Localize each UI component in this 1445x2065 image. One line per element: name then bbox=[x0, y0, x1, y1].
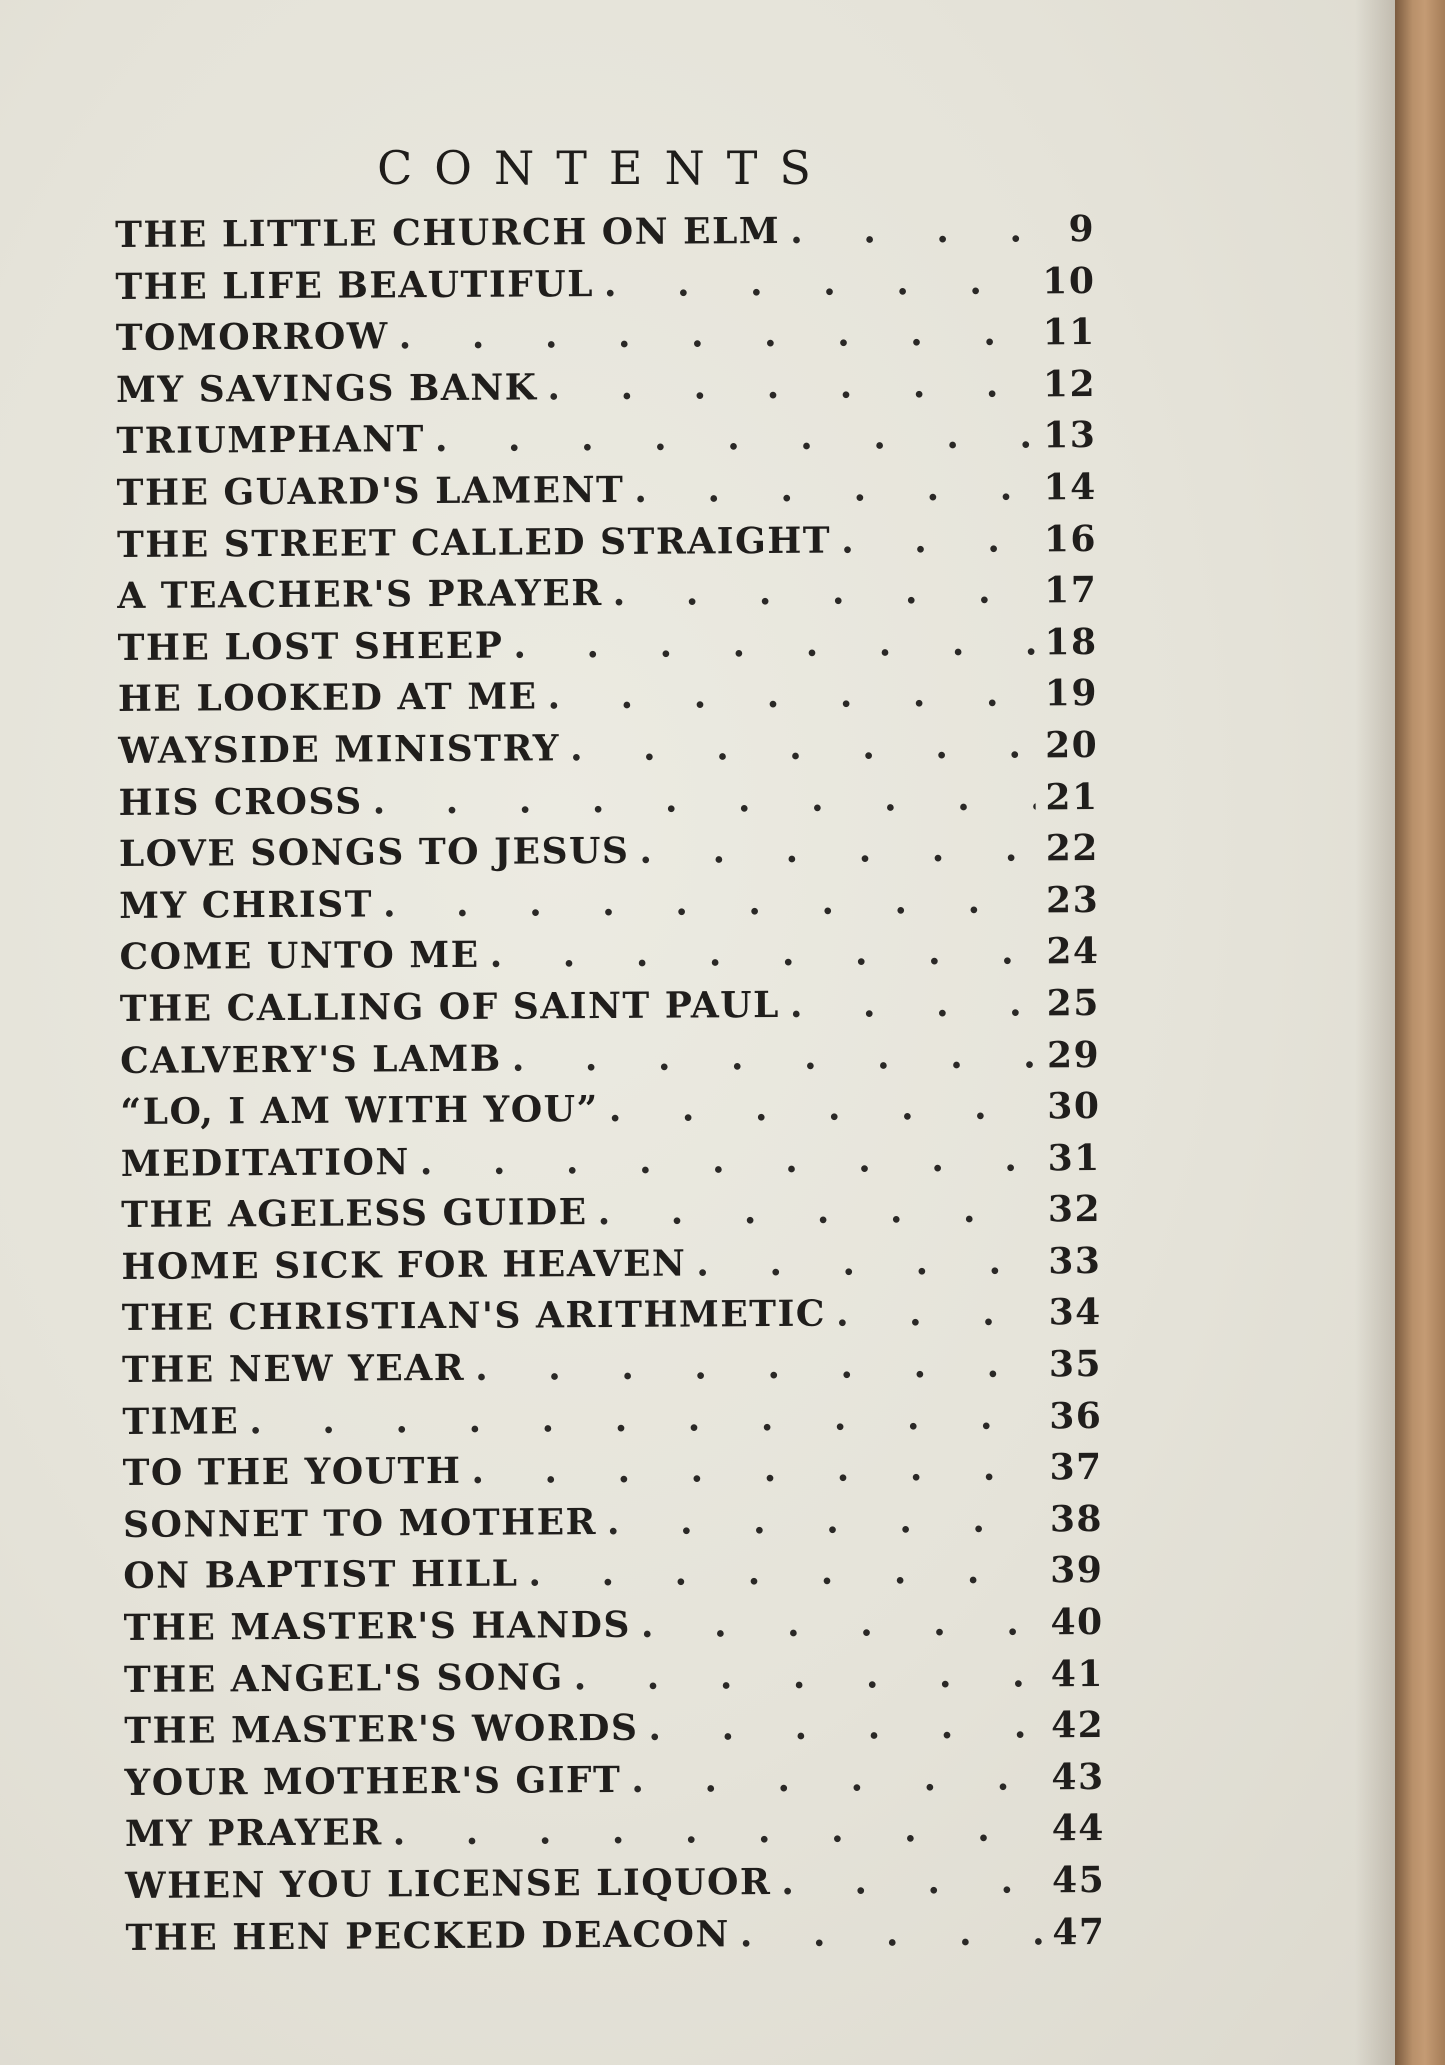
toc-entry bbox=[119, 930, 1099, 988]
toc-entry-page-number: 29 bbox=[1046, 1033, 1101, 1076]
dot-leader bbox=[471, 1447, 1039, 1492]
toc-entry-title: THE NEW YEAR bbox=[121, 1346, 466, 1392]
table-of-contents bbox=[115, 208, 1106, 1968]
toc-entry bbox=[125, 1911, 1105, 1969]
toc-entry-page-number: 24 bbox=[1046, 930, 1100, 973]
toc-entry-page-number: 9 bbox=[1068, 208, 1096, 251]
toc-entry-page-number: 23 bbox=[1045, 878, 1100, 922]
toc-entry bbox=[123, 1446, 1103, 1504]
toc-entry bbox=[120, 1033, 1100, 1091]
toc-entry-page-number: 12 bbox=[1042, 362, 1097, 406]
toc-entry-title: THE LITTLE CHURCH ON ELM bbox=[115, 209, 781, 256]
toc-entry-title: MY PRAYER bbox=[124, 1811, 383, 1856]
toc-entry bbox=[117, 466, 1097, 524]
toc-entry-title: MY SAVINGS BANK bbox=[115, 366, 538, 411]
toc-entry bbox=[124, 1704, 1104, 1762]
book-cover-edge bbox=[1395, 0, 1445, 2065]
toc-entry-page-number: 19 bbox=[1044, 672, 1099, 715]
toc-entry-title: WHEN YOU LICENSE LIQUOR bbox=[125, 1861, 772, 1907]
toc-entry-page-number: 42 bbox=[1051, 1704, 1105, 1747]
toc-entry-page-number: 25 bbox=[1046, 981, 1100, 1025]
toc-entry-title: THE CALLING OF SAINT PAUL bbox=[119, 983, 781, 1030]
toc-entry-title: THE GUARD'S LAMENT bbox=[116, 468, 625, 514]
toc-entry-title: “LO, I AM WITH YOU” bbox=[120, 1088, 599, 1134]
toc-entry-title: TIME bbox=[122, 1399, 240, 1443]
dot-leader bbox=[513, 621, 1034, 666]
toc-entry bbox=[120, 982, 1100, 1040]
toc-entry-page-number: 41 bbox=[1050, 1652, 1105, 1695]
toc-entry bbox=[118, 621, 1098, 679]
toc-entry-title: TRIUMPHANT bbox=[116, 418, 426, 463]
toc-entry bbox=[116, 363, 1096, 421]
toc-entry-title: THE ANGEL'S SONG bbox=[123, 1655, 564, 1701]
toc-entry-title: HOME SICK FOR HEAVEN bbox=[121, 1242, 687, 1288]
toc-entry bbox=[120, 1085, 1100, 1143]
toc-entry-page-number: 39 bbox=[1050, 1549, 1104, 1592]
dot-leader bbox=[393, 1808, 1042, 1854]
toc-entry bbox=[125, 1859, 1105, 1917]
toc-entry bbox=[116, 414, 1096, 472]
toc-entry-page-number: 47 bbox=[1052, 1910, 1106, 1953]
toc-entry bbox=[116, 311, 1096, 369]
dot-leader bbox=[547, 363, 1033, 408]
dot-leader bbox=[528, 1550, 1040, 1595]
toc-entry bbox=[125, 1807, 1105, 1865]
dot-leader bbox=[490, 931, 1037, 976]
toc-entry bbox=[124, 1756, 1104, 1814]
toc-entry-title: THE MASTER'S WORDS bbox=[124, 1707, 639, 1753]
toc-entry-page-number: 22 bbox=[1045, 827, 1100, 870]
dot-leader bbox=[383, 879, 1036, 925]
toc-entry-page-number: 17 bbox=[1044, 569, 1098, 612]
toc-entry-page-number: 32 bbox=[1047, 1188, 1102, 1231]
dot-leader bbox=[790, 982, 1037, 1026]
toc-entry-page-number: 38 bbox=[1049, 1497, 1104, 1541]
toc-entry-title: THE STREET CALLED STRAIGHT bbox=[116, 519, 832, 566]
toc-entry-page-number: 30 bbox=[1047, 1085, 1101, 1128]
toc-entry bbox=[121, 1188, 1101, 1246]
toc-entry-title: A TEACHER'S PRAYER bbox=[117, 572, 603, 618]
dot-leader bbox=[740, 1911, 1043, 1955]
toc-entry-title: ON BAPTIST HILL bbox=[123, 1552, 519, 1598]
toc-entry bbox=[117, 518, 1097, 576]
toc-entry-title: THE MASTER'S HANDS bbox=[123, 1603, 632, 1650]
toc-entry-title: TO THE YOUTH bbox=[122, 1450, 462, 1495]
toc-entry bbox=[115, 208, 1095, 266]
toc-entry-page-number: 43 bbox=[1051, 1755, 1105, 1799]
toc-entry bbox=[119, 827, 1099, 885]
toc-entry-page-number: 34 bbox=[1048, 1291, 1102, 1334]
dot-leader bbox=[573, 1653, 1040, 1698]
toc-entry-page-number: 10 bbox=[1042, 259, 1096, 302]
dot-leader bbox=[607, 1498, 1040, 1543]
dot-leader bbox=[435, 415, 1034, 461]
toc-entry-title: THE HEN PECKED DEACON bbox=[125, 1912, 730, 1959]
toc-entry-title: TOMORROW bbox=[115, 315, 389, 360]
dot-leader bbox=[631, 1756, 1041, 1801]
toc-entry-page-number: 37 bbox=[1049, 1446, 1103, 1489]
toc-entry-page-number: 36 bbox=[1049, 1394, 1103, 1437]
toc-entry bbox=[119, 879, 1099, 937]
toc-entry bbox=[122, 1343, 1102, 1401]
dot-leader bbox=[613, 570, 1035, 615]
toc-entry-title: LOVE SONGS TO JESUS bbox=[118, 829, 630, 876]
toc-entry-page-number: 21 bbox=[1045, 775, 1099, 818]
toc-entry bbox=[124, 1653, 1104, 1711]
dot-leader bbox=[420, 1137, 1038, 1183]
toc-entry-title: YOUR MOTHER'S GIFT bbox=[124, 1758, 622, 1804]
toc-entry bbox=[118, 724, 1098, 782]
toc-entry-page-number: 16 bbox=[1043, 517, 1098, 560]
toc-entry-page-number: 33 bbox=[1048, 1239, 1102, 1283]
dot-leader bbox=[547, 673, 1035, 718]
dot-leader bbox=[641, 1601, 1041, 1645]
toc-entry-title: HIS CROSS bbox=[118, 780, 363, 824]
dot-leader bbox=[604, 260, 1033, 305]
dot-leader bbox=[372, 776, 1035, 822]
dot-leader bbox=[399, 312, 1033, 358]
dot-leader bbox=[781, 1859, 1042, 1903]
toc-entry-title: THE LOST SHEEP bbox=[117, 624, 504, 669]
toc-entry bbox=[122, 1395, 1102, 1453]
dot-leader bbox=[648, 1705, 1041, 1749]
dot-leader bbox=[836, 1292, 1039, 1335]
toc-entry bbox=[123, 1549, 1103, 1607]
toc-entry-page-number: 35 bbox=[1048, 1343, 1103, 1386]
toc-entry bbox=[117, 569, 1097, 627]
dot-leader bbox=[475, 1343, 1039, 1388]
dot-leader bbox=[639, 828, 1036, 872]
toc-entry bbox=[118, 672, 1098, 730]
toc-entry-page-number: 11 bbox=[1042, 311, 1096, 354]
toc-entry-title: THE CHRISTIAN'S ARITHMETIC bbox=[121, 1293, 827, 1340]
toc-entry-title: MY CHRIST bbox=[119, 883, 374, 927]
toc-entry-page-number: 13 bbox=[1043, 414, 1097, 457]
dot-leader bbox=[696, 1240, 1038, 1284]
toc-entry-page-number: 20 bbox=[1045, 723, 1099, 767]
dot-leader bbox=[609, 1085, 1038, 1130]
toc-entry-title: CALVERY'S LAMB bbox=[120, 1037, 502, 1082]
toc-entry bbox=[121, 1240, 1101, 1298]
toc-entry-page-number: 40 bbox=[1050, 1601, 1104, 1644]
dot-leader bbox=[790, 208, 1035, 251]
toc-entry-page-number: 31 bbox=[1047, 1136, 1101, 1180]
dot-leader bbox=[634, 466, 1033, 510]
toc-entry-page-number: 45 bbox=[1051, 1858, 1106, 1902]
toc-entry-title: COME UNTO ME bbox=[119, 934, 480, 979]
toc-entry-title: THE LIFE BEAUTIFUL bbox=[115, 262, 595, 308]
toc-entry bbox=[124, 1601, 1104, 1659]
toc-entry-page-number: 14 bbox=[1043, 465, 1097, 509]
toc-entry-title: HE LOOKED AT ME bbox=[117, 675, 538, 721]
toc-entry-title: MEDITATION bbox=[120, 1140, 410, 1185]
toc-entry bbox=[118, 776, 1098, 834]
toc-entry bbox=[121, 1137, 1101, 1195]
dot-leader bbox=[512, 1034, 1038, 1079]
dot-leader bbox=[598, 1189, 1039, 1234]
toc-entry bbox=[122, 1291, 1102, 1349]
toc-entry bbox=[123, 1498, 1103, 1556]
toc-entry-page-number: 44 bbox=[1051, 1807, 1106, 1850]
toc-entry bbox=[115, 260, 1095, 318]
dot-leader bbox=[249, 1395, 1039, 1442]
dot-leader bbox=[841, 518, 1034, 561]
toc-entry-title: WAYSIDE MINISTRY bbox=[118, 727, 561, 772]
toc-entry-page-number: 18 bbox=[1044, 620, 1098, 664]
toc-entry-title: SONNET TO MOTHER bbox=[122, 1500, 598, 1546]
dot-leader bbox=[570, 724, 1035, 769]
toc-entry-title: THE AGELESS GUIDE bbox=[120, 1191, 588, 1237]
contents-heading: CONTENTS bbox=[377, 140, 833, 195]
